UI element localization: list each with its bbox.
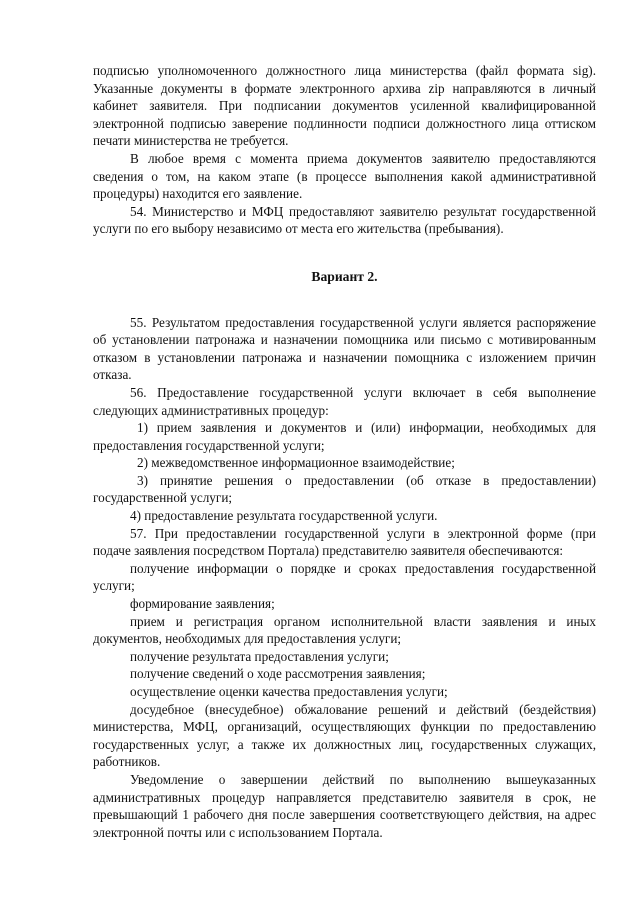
paragraph: 57. При предоставлении государственной услуги в электронной форме (при подаче заявления посредством Портала) представителю заявителя обеспечиваются: (93, 525, 596, 559)
paragraph: 54. Министерство и МФЦ предоставляют заявителю результат государственной услуги по его выбору независимо от места его жительства (пребывания). (93, 203, 596, 237)
paragraph: 55. Результатом предоставления государственной услуги является распоряжение об установлении патронажа и назначении помощника или письмо с мотивированным отказом в установлении патронажа и назначении помощника с изложением причин отказа. (93, 314, 596, 383)
list-item: 4) предоставление результата государственной услуги. (130, 508, 438, 524)
document-body (93, 62, 596, 841)
list-item: осуществление оценки качества предоставления услуги; (130, 684, 448, 699)
list-item: получение результата предоставления услуги; (130, 648, 389, 664)
list-item: досудебное (внесудебное) обжалование решений и действий (бездействия) министерства, МФЦ, организаций, осуществляющих функции по предоставлению государственных услуг, а также их должностных лиц, государственных служащих, работников. (93, 701, 596, 770)
list-item: 2) межведомственное информационное взаимодействие; (137, 455, 455, 471)
list-item: 3) принятие решения о предоставлении (об отказе в предоставлении) государственной услуги; (93, 472, 596, 506)
list-item: формирование заявления; (130, 596, 275, 612)
list-item: прием и регистрация органом исполнительной власти заявления и иных документов, необходимых для предоставления услуги; (93, 613, 596, 647)
paragraph: подписью уполномоченного должностного лица министерства (файл формата sig). Указанные документы в формате электронного архива zip направляются в личный кабинет заявителя. При подписании документов усиленной квалифицированной электронной подписью заверение подлинности подписи должностного лица оттиском печати министерства не требуется. (93, 63, 596, 149)
list-item: получение сведений о ходе рассмотрения заявления; (130, 666, 426, 682)
list-item: получение информации о порядке и сроках предоставления государственной услуги; (93, 560, 596, 594)
paragraph: Уведомление о завершении действий по выполнению вышеуказанных административных процедур направляется представителю заявителя в срок, не превышающий 1 рабочего дня после завершения соответствующего действия, на адрес электронной почты или с использованием Портала. (93, 771, 596, 840)
paragraph: 56. Предоставление государственной услуги включает в себя выполнение следующих административных процедур: (93, 384, 596, 418)
list-item: 1) прием заявления и документов и (или) информации, необходимых для предоставления государственной услуги; (93, 420, 596, 453)
section-heading: Вариант 2. (311, 268, 378, 284)
paragraph: В любое время с момента приема документов заявителю предоставляются сведения о том, на каком этапе (в процессе выполнения какой административной процедуры) находится его заявление. (93, 150, 596, 202)
